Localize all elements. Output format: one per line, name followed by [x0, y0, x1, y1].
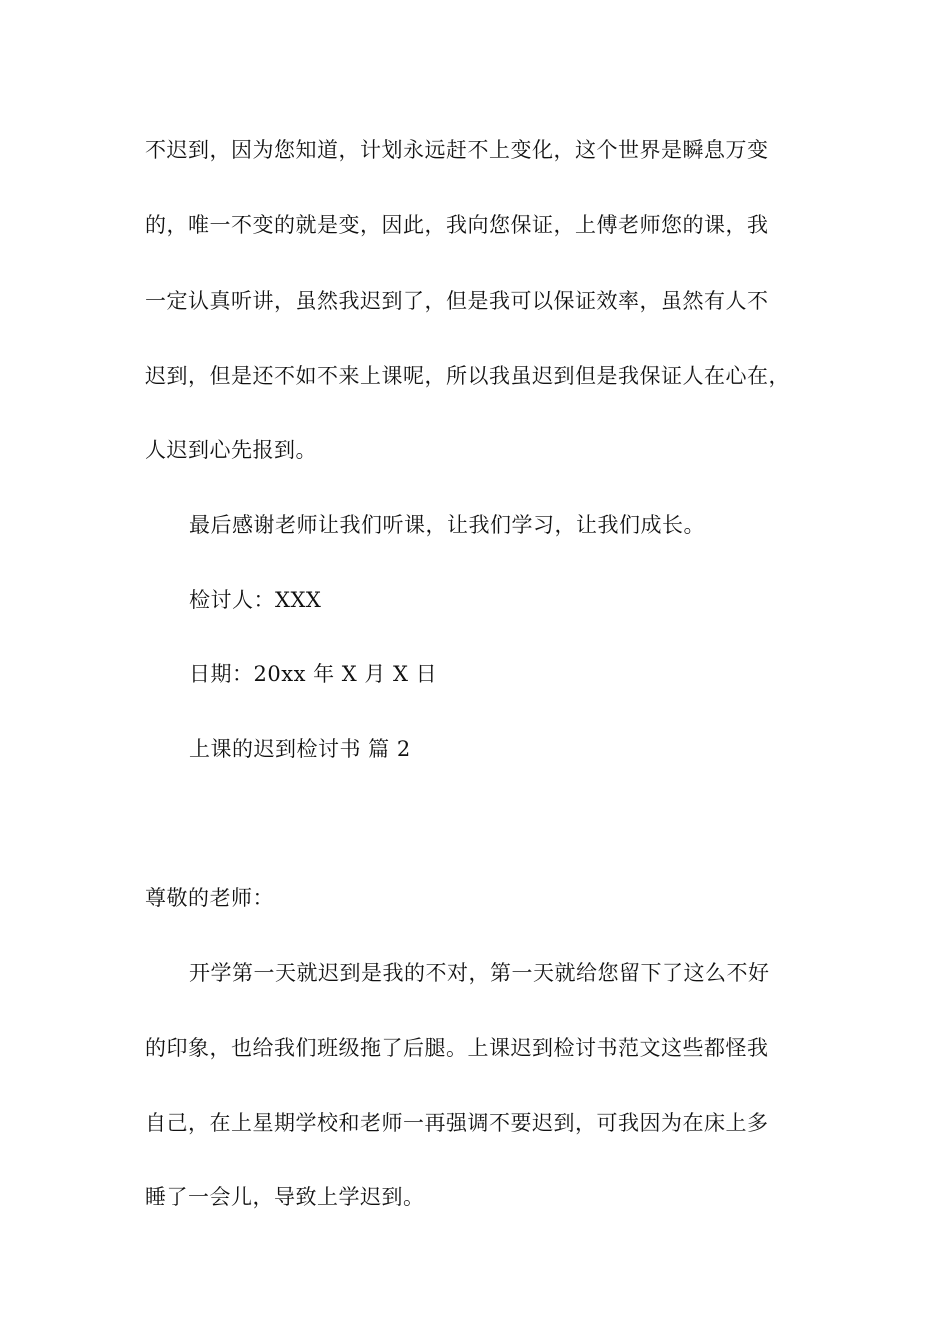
paragraph-line: 人迟到心先报到。	[145, 438, 317, 462]
paragraph-line: 的，唯一不变的就是变，因此，我向您保证，上傅老师您的课，我	[145, 213, 769, 237]
paragraph-line: 的印象，也给我们班级拖了后腿。上课迟到检讨书范文这些都怪我	[145, 1036, 769, 1060]
date-line: 日期：20xx 年 X 月 X 日	[189, 662, 438, 686]
paragraph-line: 自己，在上星期学校和老师一再强调不要迟到，可我因为在床上多	[145, 1111, 769, 1135]
salutation: 尊敬的老师：	[145, 886, 274, 910]
paragraph-line: 开学第一天就迟到是我的不对，第一天就给您留下了这么不好	[189, 961, 770, 985]
paragraph-line: 一定认真听讲，虽然我迟到了，但是我可以保证效率，虽然有人不	[145, 289, 769, 313]
section-title: 上课的迟到检讨书 篇 2	[189, 737, 411, 761]
closing-thanks: 最后感谢老师让我们听课，让我们学习，让我们成长。	[189, 513, 705, 537]
paragraph-line: 迟到，但是还不如不来上课呢，所以我虽迟到但是我保证人在心在，	[145, 364, 790, 388]
paragraph-line: 睡了一会儿，导致上学迟到。	[145, 1185, 425, 1209]
signer-line: 检讨人：XXX	[189, 588, 322, 612]
paragraph-line: 不迟到，因为您知道，计划永远赶不上变化，这个世界是瞬息万变	[145, 138, 769, 162]
